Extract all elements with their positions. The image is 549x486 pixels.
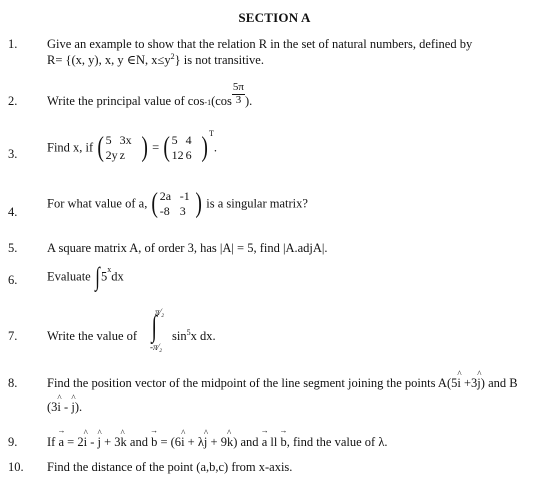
matrix-left: 5 3x 2y z bbox=[105, 133, 132, 162]
question-number: 9. bbox=[8, 435, 18, 449]
question-number: 5. bbox=[8, 241, 18, 255]
question-text: A square matrix A, of order 3, has |A| = 5, find |A.adjA|. bbox=[47, 241, 328, 255]
matrix: 2a -1 -8 3 bbox=[159, 189, 190, 218]
question-text-line2: R= {(x, y), x, y ∈N, $x\le y^2$} is not transitive. bbox=[47, 51, 264, 67]
question-number: 2. bbox=[8, 94, 18, 108]
section-title: SECTION A bbox=[238, 10, 311, 25]
question-text-line2: (3^ i - ^ j). bbox=[47, 400, 82, 415]
matrix-right: 5 4 12 6 bbox=[171, 133, 192, 162]
question-number: 8. bbox=[8, 376, 18, 390]
integral-upper-limit: π⁄₂ bbox=[155, 307, 165, 317]
question-number: 6. bbox=[8, 273, 18, 287]
question-text: Find x, if ( 5 3x 2y z ) = ( 5 4 12 6 )$^T$. bbox=[47, 128, 217, 163]
question-number: 1. bbox=[8, 37, 18, 51]
question-text: Evaluate ∫5$^x$dx bbox=[47, 262, 124, 291]
integral-lower-limit: -π⁄₂ bbox=[150, 342, 163, 352]
question-text: If → a = 2^ i - ^ j + 3^ k and → b = (6^ i + λ^ j + 9^ k) and → a ll → b, find the value of λ. bbox=[47, 435, 388, 450]
question-text: For what value of a, ( 2a -1 -8 3 ) is a singular matrix? bbox=[47, 188, 308, 219]
question-number: 10. bbox=[8, 460, 24, 474]
question-number: 7. bbox=[8, 329, 18, 343]
integral-sign: ∫ bbox=[95, 262, 100, 291]
question-number: 3. bbox=[8, 147, 18, 161]
question-number: 4. bbox=[8, 205, 18, 219]
question-text: Give an example to show that the relation R in the set of natural numbers, defined by bbox=[47, 37, 473, 51]
question-text: Find the distance of the point (a,b,c) from x-axis. bbox=[47, 460, 293, 474]
integral-sign: ∫ bbox=[151, 310, 157, 343]
question-text: Find the position vector of the midpoint of the line segment joining the points A(5^ i +3^ j) and B bbox=[47, 376, 518, 391]
question-text: Write the value of bbox=[47, 329, 138, 343]
integrand: $\sin^5x$ dx. bbox=[172, 327, 216, 343]
question-text: Write the principal value of $\cos_{-1}(\cos$ $\frac{5\pi}{3}$ ). bbox=[47, 81, 253, 108]
